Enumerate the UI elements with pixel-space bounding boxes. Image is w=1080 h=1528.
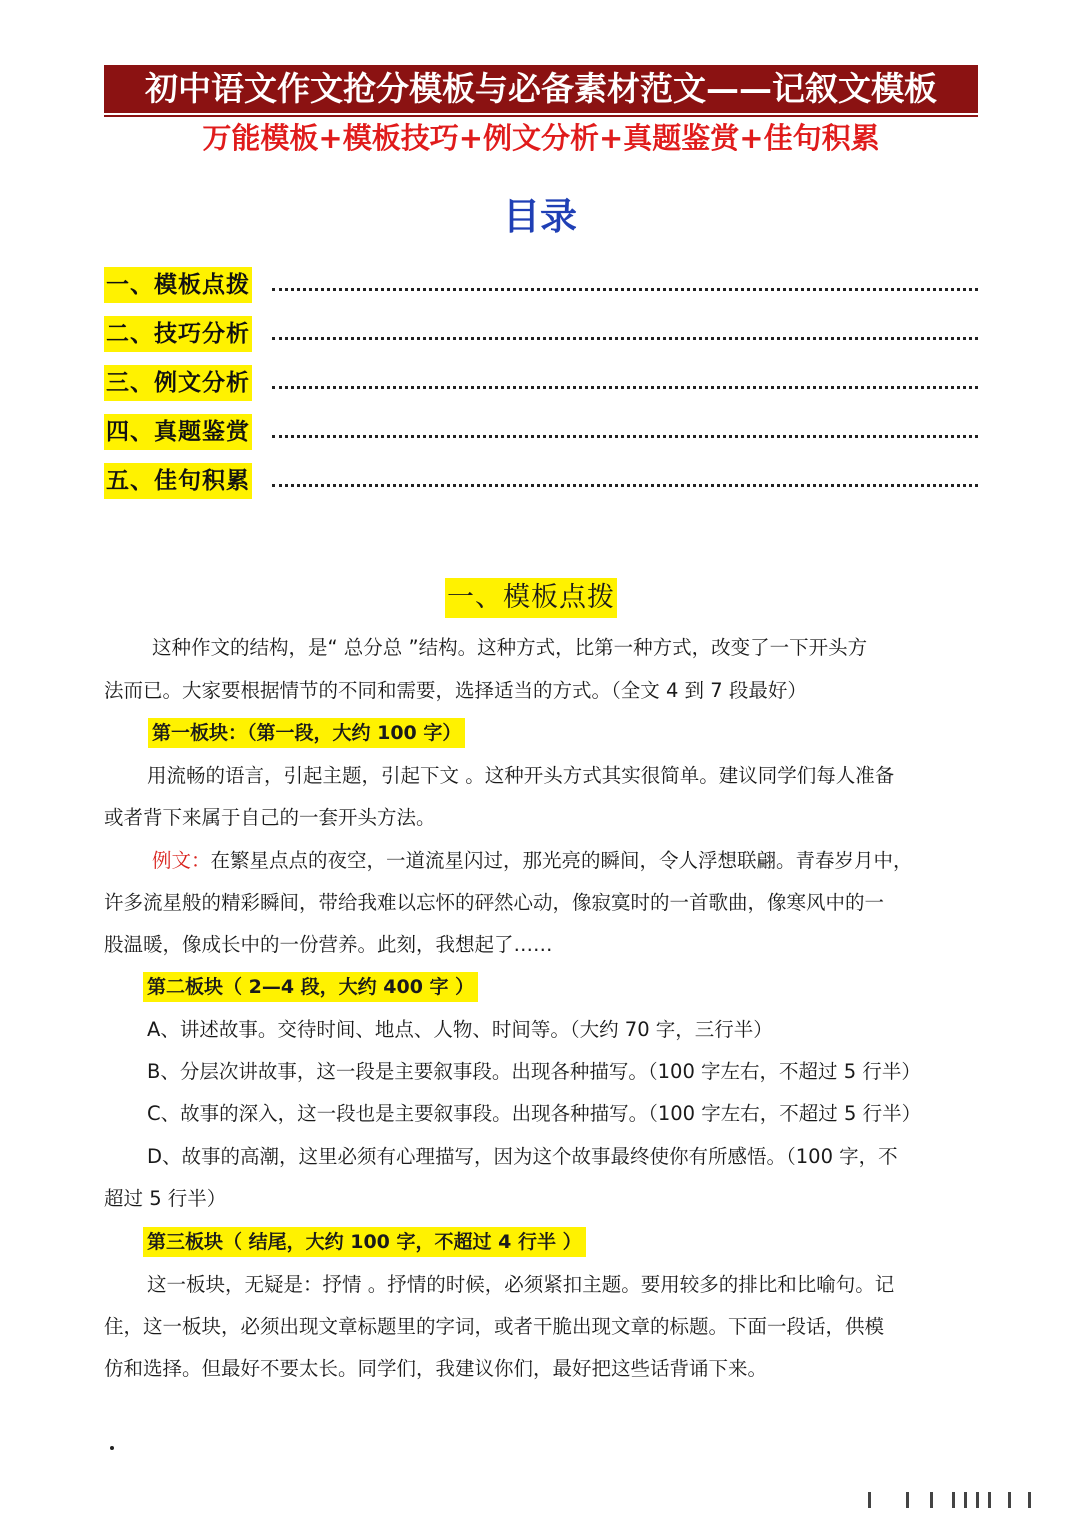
example-text: 在繁星点点的夜空，一道流星闪过，那光亮的瞬间，令人浮想联翩。青春岁月中，	[210, 849, 913, 872]
watermark-bar	[988, 1492, 991, 1508]
toc-leader-dots	[272, 484, 978, 487]
example-label: 例文：	[152, 849, 211, 872]
block2-label: 第二板块（ 2—4 段，大约 400 字 ）	[143, 972, 478, 1002]
toc-entry-label: 三、例文分析	[104, 365, 252, 401]
watermark-bar	[868, 1492, 871, 1508]
toc-entry[interactable]	[104, 365, 978, 401]
watermark-bar	[1008, 1492, 1011, 1508]
toc-leader-dots	[272, 435, 978, 438]
example-line	[152, 846, 913, 876]
toc-leader-dots	[272, 288, 978, 291]
block1-label: 第一板块：（第一段，大约 100 字）	[148, 718, 465, 748]
toc-entry[interactable]	[104, 316, 978, 352]
watermark-bars	[868, 1488, 1058, 1512]
section-heading: 一、模板点拨	[445, 578, 617, 618]
title-underline	[104, 115, 978, 117]
toc-entry[interactable]	[104, 463, 978, 499]
bullet-dot	[110, 1446, 114, 1450]
watermark-bar	[976, 1492, 979, 1508]
block3-line: 住，这一板块，必须出现文章标题里的字词，或者干脆出现文章的标题。下面一段话，供模	[104, 1315, 885, 1338]
block1-line: 用流畅的语言，引起主题，引起下文 。这种开头方式其实很简单。建议同学们每人准备	[147, 764, 895, 787]
block2-line: B、分层次讲故事，这一段是主要叙事段。出现各种描写。（100 字左右，不超过 5 行半）	[147, 1060, 921, 1083]
toc-leader-dots	[272, 386, 978, 389]
block2-line: C、故事的深入，这一段也是主要叙事段。出现各种描写。（100 字左右，不超过 5 行半）	[147, 1102, 922, 1125]
block1-line: 或者背下来属于自己的一套开头方法。	[104, 806, 436, 829]
block2-line: D、故事的高潮，这里必须有心理描写，因为这个故事最终使你有所感悟。（100 字，不	[147, 1145, 898, 1168]
toc-entry-label: 五、佳句积累	[104, 463, 252, 499]
example-line: 许多流星般的精彩瞬间，带给我难以忘怀的砰然心动，像寂寞时的一首歌曲，像寒风中的一	[104, 891, 885, 914]
toc-entry[interactable]	[104, 414, 978, 450]
toc-entry-label: 二、技巧分析	[104, 316, 252, 352]
watermark-bar	[906, 1492, 909, 1508]
watermark-bar	[952, 1492, 955, 1508]
intro-line: 法而已。大家要根据情节的不同和需要，选择适当的方式。（全文 4 到 7 段最好）	[104, 679, 807, 702]
toc-heading: 目录	[503, 194, 577, 238]
watermark-bar	[1028, 1492, 1031, 1508]
block3-line: 仿和选择。但最好不要太长。同学们，我建议你们，最好把这些话背诵下来。	[104, 1357, 768, 1380]
block3-line: 这一板块，无疑是：抒情 。抒情的时候，必须紧扣主题。要用较多的排比和比喻句。记	[147, 1273, 895, 1296]
intro-line: 这种作文的结构，是“ 总分总 ”结构。这种方式，比第一种方式，改变了一下开头方	[152, 636, 868, 659]
block3-label: 第三板块（ 结尾，大约 100 字，不超过 4 行半 ）	[143, 1227, 586, 1257]
example-line: 股温暖，像成长中的一份营养。此刻，我想起了……	[104, 933, 553, 956]
block2-line: A、讲述故事。交待时间、地点、人物、时间等。（大约 70 字，三行半）	[147, 1018, 773, 1041]
watermark-bar	[930, 1492, 933, 1508]
toc-entry-label: 四、真题鉴赏	[104, 414, 252, 450]
toc-entry[interactable]	[104, 267, 978, 303]
block2-line: 超过 5 行半）	[104, 1187, 227, 1210]
watermark-bar	[964, 1492, 967, 1508]
toc-leader-dots	[272, 337, 978, 340]
toc-entry-label: 一、模板点拨	[104, 267, 252, 303]
document-title: 初中语文作文抢分模板与必备素材范文——记叙文模板	[104, 65, 978, 113]
document-subtitle: 万能模板+模板技巧+例文分析+真题鉴赏+佳句积累	[202, 121, 880, 155]
